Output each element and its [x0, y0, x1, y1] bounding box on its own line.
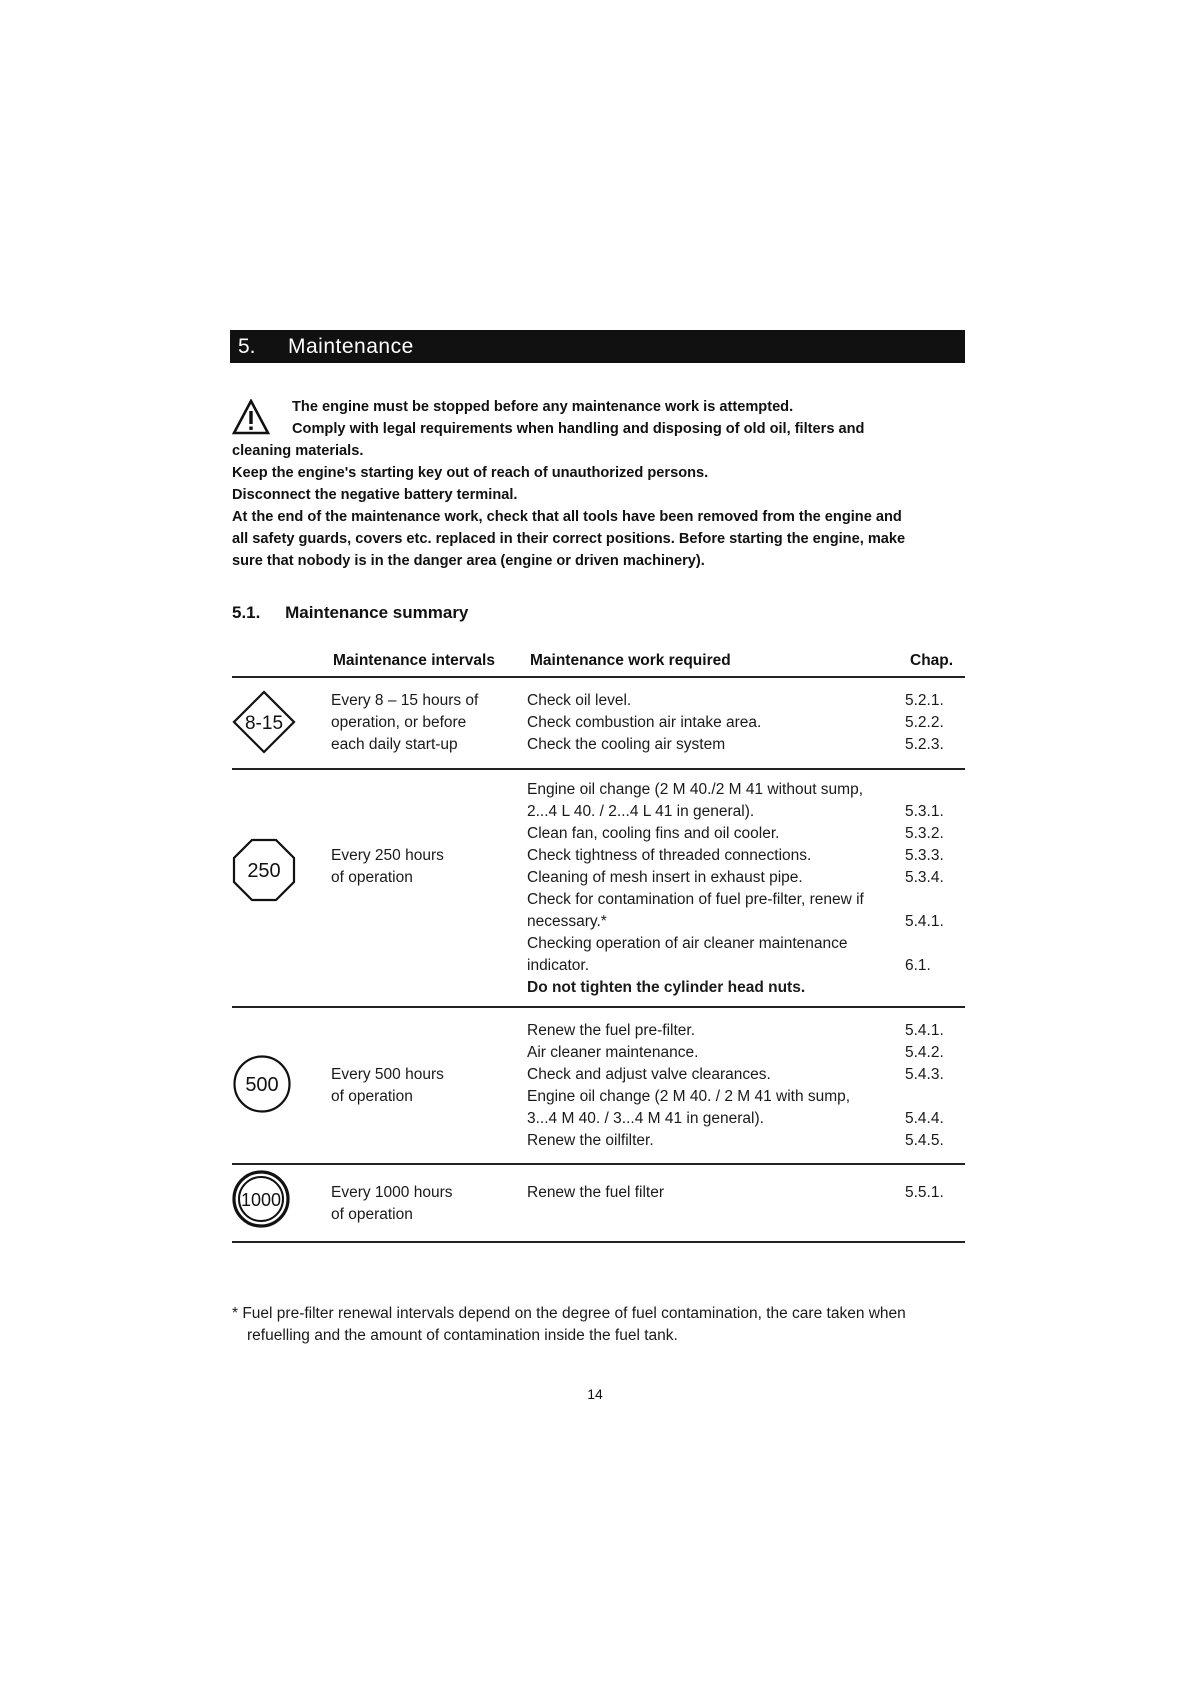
- interval-cell: [331, 845, 444, 889]
- interval-line: each daily start-up: [331, 736, 458, 753]
- chap-line: 6.1.: [905, 957, 931, 974]
- work-line: 2...4 L 40. / 2...4 L 41 in general).: [527, 803, 755, 820]
- diamond-8-15-icon: [232, 690, 296, 754]
- chap-line: [905, 1086, 944, 1108]
- warning-line: Comply with legal requirements when handling and disposing of old oil, filters and: [292, 421, 865, 437]
- work-line: Check combustion air intake area.: [527, 714, 762, 731]
- interval-line: operation, or before: [331, 714, 467, 731]
- section-header-bar: [230, 330, 965, 363]
- chap-cell: [905, 690, 944, 756]
- page-number: 14: [587, 1386, 603, 1402]
- chap-line: [905, 977, 944, 999]
- work-line: Check the cooling air system: [527, 736, 726, 753]
- chap-cell: [905, 779, 944, 999]
- warning-line: all safety guards, covers etc. replaced in their correct positions. Before starting the engine, make: [232, 531, 906, 547]
- interval-line: Every 250 hours: [331, 847, 444, 864]
- chap-line: 5.4.4.: [905, 1110, 944, 1127]
- chap-cell: [905, 1020, 944, 1152]
- chap-line: 5.2.2.: [905, 714, 944, 731]
- interval-cell: [331, 1064, 444, 1108]
- table-rule: [232, 768, 965, 770]
- octagon-250-icon: [232, 838, 296, 902]
- table-rule: [232, 676, 965, 678]
- work-line: necessary.*: [527, 913, 607, 930]
- chap-line: [905, 889, 944, 911]
- table-rule: [232, 1006, 965, 1008]
- header-intervals: Maintenance intervals: [333, 652, 495, 669]
- chap-line: 5.3.1.: [905, 803, 944, 820]
- warning-line: At the end of the maintenance work, check that all tools have been removed from the engine and: [232, 509, 902, 525]
- chap-line: 5.2.1.: [905, 692, 944, 709]
- symbol-label: 8-15: [244, 713, 284, 734]
- chap-line: 5.5.1.: [905, 1184, 944, 1201]
- chap-line: 5.2.3.: [905, 736, 944, 753]
- work-line: Engine oil change (2 M 40./2 M 41 without sump,: [527, 781, 864, 798]
- footnote-line: * Fuel pre-filter renewal intervals depend on the degree of fuel contamination, the care taken when: [232, 1305, 906, 1322]
- table-rule: [232, 1241, 965, 1243]
- work-line: Check for contamination of fuel pre-filter, renew if: [527, 891, 864, 908]
- chap-line: 5.4.3.: [905, 1066, 944, 1083]
- interval-line: of operation: [331, 1206, 413, 1223]
- warning-line: sure that nobody is in the danger area (engine or driven machinery).: [232, 553, 705, 569]
- chap-line: 5.3.4.: [905, 869, 944, 886]
- chap-line: 5.3.2.: [905, 825, 944, 842]
- chap-line: [905, 779, 944, 801]
- work-line: Check tightness of threaded connections.: [527, 847, 812, 864]
- interval-line: Every 1000 hours: [331, 1184, 453, 1201]
- interval-cell: [331, 1182, 453, 1226]
- chap-cell: [905, 1182, 944, 1204]
- warning-line: Keep the engine's starting key out of reach of unauthorized persons.: [232, 465, 709, 481]
- symbol-label: 1000: [240, 1190, 282, 1210]
- work-line: Engine oil change (2 M 40. / 2 M 41 with sump,: [527, 1088, 851, 1105]
- work-line: Renew the fuel filter: [527, 1184, 664, 1201]
- header-work: Maintenance work required: [530, 652, 731, 669]
- interval-line: of operation: [331, 869, 413, 886]
- header-chap: Chap.: [910, 652, 954, 669]
- work-line: Renew the fuel pre-filter.: [527, 1022, 696, 1039]
- work-line: Checking operation of air cleaner maintenance: [527, 935, 848, 952]
- subsection-title: Maintenance summary: [285, 603, 469, 622]
- interval-line: Every 500 hours: [331, 1066, 444, 1083]
- interval-cell: [331, 690, 478, 756]
- table-rule: [232, 1163, 965, 1165]
- chap-line: 5.4.1.: [905, 1022, 944, 1039]
- subsection-number: 5.1.: [232, 603, 261, 622]
- work-line: Cleaning of mesh insert in exhaust pipe.: [527, 869, 803, 886]
- work-line: indicator.: [527, 957, 590, 974]
- chap-line: 5.4.2.: [905, 1044, 944, 1061]
- warning-line: Disconnect the negative battery terminal.: [232, 487, 518, 503]
- chap-line: 5.4.5.: [905, 1132, 944, 1149]
- chap-line: [905, 933, 944, 955]
- circle-500-icon: [232, 1054, 292, 1114]
- footnote: [232, 1303, 972, 1347]
- section-title: Maintenance: [288, 335, 414, 358]
- work-line-emphasis: Do not tighten the cylinder head nuts.: [527, 979, 806, 996]
- work-line: 3...4 M 40. / 3...4 M 41 in general).: [527, 1110, 764, 1127]
- symbol-label: 500: [245, 1074, 279, 1096]
- work-line: Check oil level.: [527, 692, 632, 709]
- work-cell: [527, 690, 761, 756]
- safety-warning: [232, 396, 972, 572]
- interval-line: Every 8 – 15 hours of: [331, 692, 479, 709]
- chap-line: 5.4.1.: [905, 913, 944, 930]
- work-cell: [527, 1182, 664, 1204]
- work-line: Air cleaner maintenance.: [527, 1044, 699, 1061]
- interval-line: of operation: [331, 1088, 413, 1105]
- section-number: 5.: [238, 335, 256, 358]
- work-cell: [527, 1020, 850, 1152]
- warning-line: cleaning materials.: [232, 443, 364, 459]
- work-line: Check and adjust valve clearances.: [527, 1066, 771, 1083]
- double-circle-1000-icon: [232, 1170, 290, 1228]
- subsection-heading: [232, 603, 468, 623]
- work-line: Renew the oilfilter.: [527, 1132, 654, 1149]
- footnote-line: refuelling and the amount of contamination inside the fuel tank.: [247, 1327, 678, 1344]
- chap-line: 5.3.3.: [905, 847, 944, 864]
- warning-line: The engine must be stopped before any maintenance work is attempted.: [292, 399, 794, 415]
- symbol-label: 250: [247, 860, 281, 882]
- work-cell: [527, 779, 864, 999]
- work-line: Clean fan, cooling fins and oil cooler.: [527, 825, 780, 842]
